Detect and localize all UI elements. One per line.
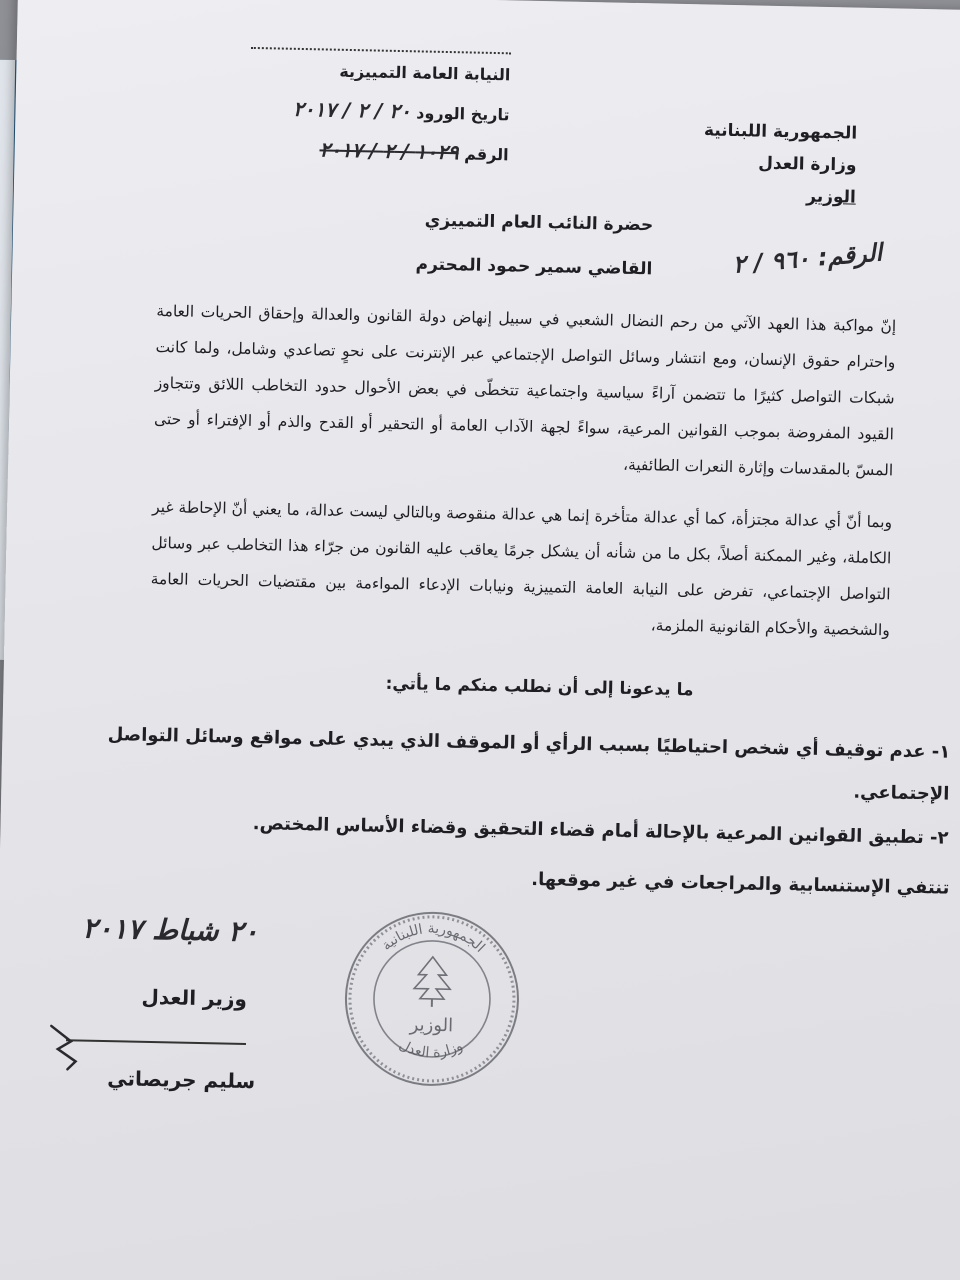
signatory-title: وزير العدل (141, 984, 248, 1012)
addressee-title: حضرة النائب العام التمييزي (424, 210, 654, 236)
stamp-arrival-row (249, 89, 510, 134)
seal-bottom-text: وزارة العدل (396, 1036, 466, 1062)
addressee-name: القاضي سمير حمود المحترم (415, 254, 653, 280)
handwritten-signature (45, 1021, 116, 1072)
request-item-2: ٢- تطبيق القوانين المرعية بالإحالة أمام قضاء التحقيق وقضاء الأساس المختص. (252, 813, 949, 849)
svg-text:وزارة العدل (396, 1037, 465, 1062)
signatory-name: سليم جريصاتي (107, 1066, 256, 1094)
request-item-1: ١- عدم توقيف أي شخص احتياطيًا بسبب الرأي أو الموقف الذي يبدي على مواقع وسائل التواصل الإجتماعي. (107, 724, 951, 805)
letterhead-minister: الوزير (806, 186, 857, 208)
stamp-arrival-value: ٢٠ / ٢ / ٢٠١٧ (292, 96, 411, 124)
request-lead: ما يدعونا إلى أن نطلب منكم ما يأتي: (385, 673, 694, 701)
addressee-block (415, 198, 654, 291)
stamp-number-label: الرقم (463, 144, 509, 165)
ministry-seal (340, 907, 524, 1091)
stamp-arrival-label: تاريخ الورود (416, 103, 510, 125)
letter-body (150, 293, 897, 648)
outgoing-reference: الرقم: ٩٦٠ / ٢ (731, 238, 884, 279)
receipt-stamp (248, 47, 510, 174)
stamp-number-row (248, 129, 509, 174)
letterhead (702, 114, 857, 213)
letterhead-republic: الجمهورية اللبنانية (703, 120, 858, 144)
body-paragraph-1: إنّ مواكبة هذا العهد الآتي من رحم النضال الشعبي في سبيل إنهاض دولة القانون والعدالة وإحقاق الحريات العامة واحترام حقوق الإنسان، ومع انتشار وسائل التواصل الإجتماعي عبر الإنترنت على نحوٍ تصاعدي وشامل، ولما كانت شبكات التواصل كثيرًا ما تتضمن آراءً سياسية واجتماعية تتخطّى في بعض الأحوال حدود التخاطب اللائق وتتجاوز القيود المفروضة بموجب القوانين المرعية، سواءً لجهة الآداب العامة أو التحقير أو القدح والذم أو الإفتراء أو حتى المسّ بالمقدسات وإثارة النعرات الطائفية، (153, 301, 897, 480)
seal-outer-text: الجمهورية اللبنانية (378, 920, 488, 956)
cedar-icon (414, 957, 451, 1008)
stamp-office: النيابة العامة التمييزية (250, 47, 511, 94)
signature-date: ٢٠ شباط ٢٠١٧ (81, 911, 259, 949)
letterhead-ministry: وزارة العدل (758, 153, 857, 176)
seal-inner-text: الوزير (409, 1014, 454, 1037)
body-paragraph-2: وبما أنّ أي عدالة مجتزأة، كما أي عدالة متأخرة إنما هي عدالة منقوصة وبالتالي ليست عدالة، ما يعني أنّ الإحاطة غير الكاملة، وغير الممكنة أصلاً، بكل ما من شأنه أن يشكل جرمًا يعاقب عليه القانون من جرّاء هذا التخاطب عبر وسائل التواصل الإجتماعي، تفرض على النيابة العامة التمييزية ونيابات الإدعاء المواءمة بين مقتضيات الحريات العامة والشخصية والأحكام القانونية الملزمة، (150, 497, 893, 640)
closing-line: تنتفي الإستنسابية والمراجعات في غير موقعها. (531, 868, 950, 899)
stamp-number-value: ١٠٢٩ / ٢ / ٢٠١٧ (319, 137, 459, 165)
